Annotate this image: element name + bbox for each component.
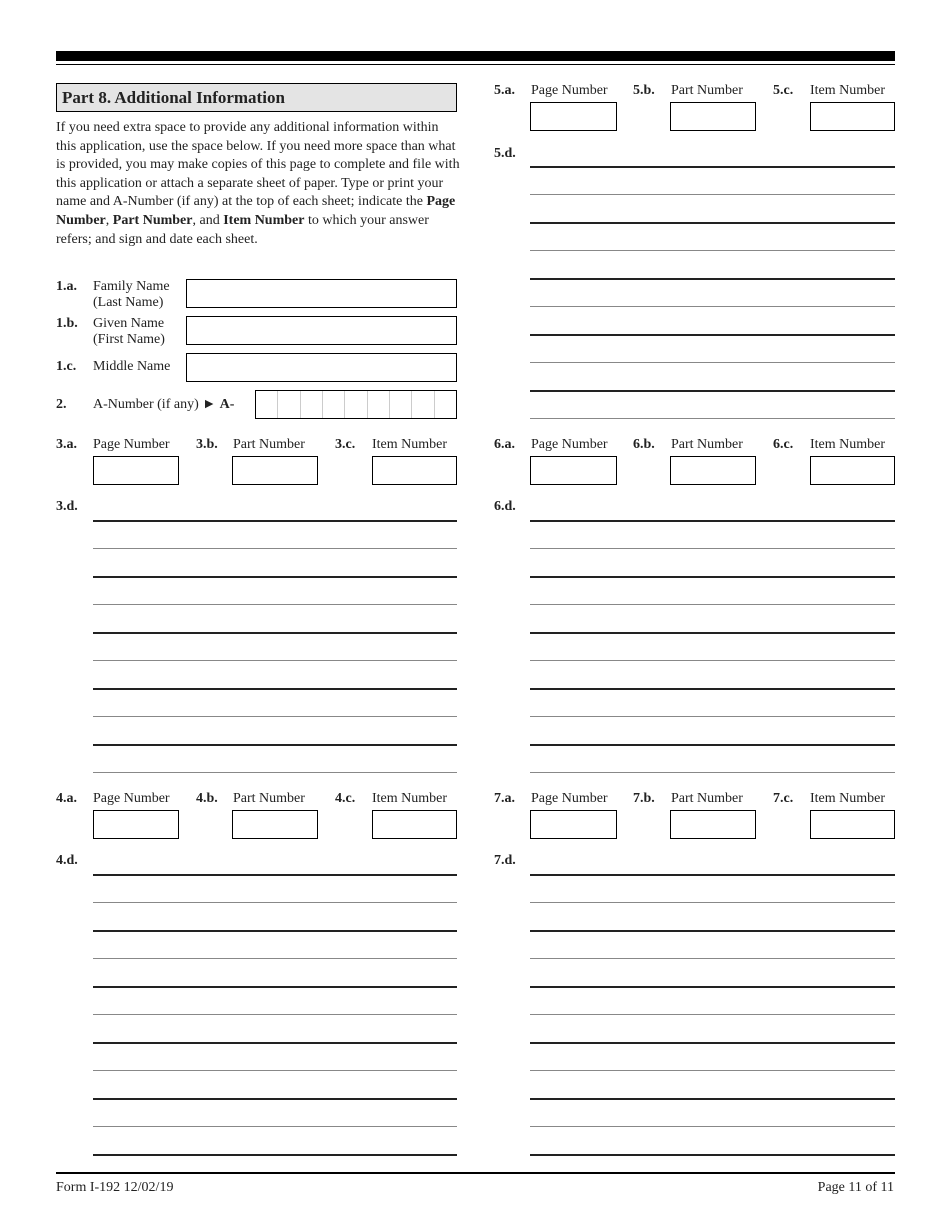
item-3d-number: 3.d. xyxy=(56,499,78,514)
item-7d-answer-line[interactable] xyxy=(530,1098,895,1100)
item-4a-number: 4.a. xyxy=(56,791,77,806)
middle-name-label: Middle Name xyxy=(93,359,171,374)
item-4d-answer-line[interactable] xyxy=(93,1154,457,1156)
intro-text: , xyxy=(105,212,113,228)
item-3b-number: 3.b. xyxy=(196,437,218,452)
item-5d-answer-line[interactable] xyxy=(530,166,895,168)
item-5c-number: 5.c. xyxy=(773,83,794,98)
item-4c-item-number-input[interactable] xyxy=(372,810,457,839)
intro-paragraph xyxy=(56,119,461,249)
item-4d-answer-line[interactable] xyxy=(93,902,457,903)
item-6d-answer-line[interactable] xyxy=(530,744,895,746)
item-4d-answer-line[interactable] xyxy=(93,874,457,876)
item-3c-item-number-input[interactable] xyxy=(372,456,457,485)
item-7d-answer-line[interactable] xyxy=(530,930,895,932)
item-6c-label: Item Number xyxy=(810,437,886,452)
item-5a-page-number-input[interactable] xyxy=(530,102,617,131)
item-4d-answer-line[interactable] xyxy=(93,930,457,932)
item-4b-label: Part Number xyxy=(233,791,305,806)
item-4a-page-number-input[interactable] xyxy=(93,810,179,839)
item-4d-answer-line[interactable] xyxy=(93,1070,457,1071)
intro-bold-page-number: Page Number xyxy=(56,194,456,228)
item-3d-answer-line[interactable] xyxy=(93,520,457,522)
a-number-label-text: A-Number (if any) ► xyxy=(93,397,220,412)
item-6c-item-number-input[interactable] xyxy=(810,456,895,485)
item-6d-answer-line[interactable] xyxy=(530,632,895,634)
item-3d-answer-line[interactable] xyxy=(93,716,457,717)
item-7a-page-number-input[interactable] xyxy=(530,810,617,839)
item-4d-answer-line[interactable] xyxy=(93,958,457,959)
given-name-label xyxy=(93,316,165,348)
item-7d-answer-line[interactable] xyxy=(530,1070,895,1071)
item-5b-number: 5.b. xyxy=(633,83,655,98)
top-rule-bar xyxy=(56,51,895,61)
item-4d-number: 4.d. xyxy=(56,853,78,868)
footer-rule xyxy=(56,1172,895,1174)
item-3d-answer-line[interactable] xyxy=(93,576,457,578)
item-6d-answer-line[interactable] xyxy=(530,520,895,522)
intro-text: If you need extra space to provide any additional information within this application, use the space below. If you need more space than what is provided, you may make copies of this page to complete and file with this application or attach a separate sheet of paper. Type or print your name and A-Number (if any) at the top of each sheet; indicate the xyxy=(56,120,460,210)
intro-bold-item-number: Item Number xyxy=(223,212,305,228)
a-number-label xyxy=(93,397,234,413)
item-4b-part-number-input[interactable] xyxy=(232,810,318,839)
item-2-number: 2. xyxy=(56,397,67,412)
item-5b-part-number-input[interactable] xyxy=(670,102,756,131)
item-7d-answer-line[interactable] xyxy=(530,958,895,959)
item-7b-label: Part Number xyxy=(671,791,743,806)
a-number-digit[interactable] xyxy=(412,391,434,418)
given-name-label-line2: (First Name) xyxy=(93,332,165,347)
a-number-input[interactable] xyxy=(255,390,457,419)
item-5d-answer-line[interactable] xyxy=(530,278,895,280)
item-7d-answer-line[interactable] xyxy=(530,1154,895,1156)
a-number-digit[interactable] xyxy=(301,391,323,418)
intro-bold-part-number: Part Number xyxy=(112,212,193,228)
family-name-label-line1: Family Name xyxy=(93,279,170,294)
item-1b-number: 1.b. xyxy=(56,316,78,331)
a-number-digit[interactable] xyxy=(390,391,412,418)
middle-name-input[interactable] xyxy=(186,353,457,382)
item-7d-answer-line[interactable] xyxy=(530,1014,895,1015)
item-5d-answer-line[interactable] xyxy=(530,222,895,224)
given-name-label-line1: Given Name xyxy=(93,316,165,331)
item-5d-answer-line[interactable] xyxy=(530,362,895,363)
item-7d-answer-line[interactable] xyxy=(530,1126,895,1127)
item-3d-answer-line[interactable] xyxy=(93,688,457,690)
a-number-digit[interactable] xyxy=(435,391,456,418)
item-7a-label: Page Number xyxy=(531,791,608,806)
item-5d-answer-line[interactable] xyxy=(530,250,895,251)
item-3a-label: Page Number xyxy=(93,437,170,452)
item-3a-page-number-input[interactable] xyxy=(93,456,179,485)
item-7d-answer-line[interactable] xyxy=(530,986,895,988)
item-6a-label: Page Number xyxy=(531,437,608,452)
item-7d-answer-line[interactable] xyxy=(530,1042,895,1044)
family-name-label-line2: (Last Name) xyxy=(93,295,164,310)
item-6a-page-number-input[interactable] xyxy=(530,456,617,485)
item-3d-answer-line[interactable] xyxy=(93,604,457,605)
item-6d-answer-line[interactable] xyxy=(530,772,895,773)
a-number-digit[interactable] xyxy=(368,391,390,418)
item-3c-label: Item Number xyxy=(372,437,448,452)
page-number: Page 11 of 11 xyxy=(817,1180,894,1195)
item-6d-answer-line[interactable] xyxy=(530,688,895,690)
item-4c-label: Item Number xyxy=(372,791,448,806)
item-3d-answer-line[interactable] xyxy=(93,548,457,549)
a-number-digit[interactable] xyxy=(256,391,278,418)
item-3c-number: 3.c. xyxy=(335,437,356,452)
given-name-input[interactable] xyxy=(186,316,457,345)
item-4d-answer-line[interactable] xyxy=(93,1126,457,1127)
item-7b-part-number-input[interactable] xyxy=(670,810,756,839)
item-6d-answer-line[interactable] xyxy=(530,604,895,605)
item-6a-number: 6.a. xyxy=(494,437,515,452)
item-3d-answer-line[interactable] xyxy=(93,660,457,661)
form-identifier: Form I-192 12/02/19 xyxy=(56,1180,174,1195)
a-number-digit[interactable] xyxy=(323,391,345,418)
item-6d-answer-line[interactable] xyxy=(530,576,895,578)
item-4d-answer-line[interactable] xyxy=(93,1042,457,1044)
item-7b-number: 7.b. xyxy=(633,791,655,806)
item-6c-number: 6.c. xyxy=(773,437,794,452)
item-5d-answer-line[interactable] xyxy=(530,306,895,307)
item-5d-answer-line[interactable] xyxy=(530,194,895,195)
item-5d-answer-line[interactable] xyxy=(530,418,895,419)
item-3b-part-number-input[interactable] xyxy=(232,456,318,485)
item-4d-answer-line[interactable] xyxy=(93,1098,457,1100)
item-3b-label: Part Number xyxy=(233,437,305,452)
item-3d-answer-line[interactable] xyxy=(93,632,457,634)
item-6d-answer-line[interactable] xyxy=(530,548,895,549)
item-7c-number: 7.c. xyxy=(773,791,794,806)
item-5c-label: Item Number xyxy=(810,83,886,98)
item-4d-answer-line[interactable] xyxy=(93,1014,457,1015)
item-5a-number: 5.a. xyxy=(494,83,515,98)
a-number-digit[interactable] xyxy=(278,391,300,418)
item-3a-number: 3.a. xyxy=(56,437,77,452)
item-1c-number: 1.c. xyxy=(56,359,77,374)
item-7d-number: 7.d. xyxy=(494,853,516,868)
item-5d-number: 5.d. xyxy=(494,146,516,161)
item-6b-part-number-input[interactable] xyxy=(670,456,756,485)
item-3d-answer-line[interactable] xyxy=(93,772,457,773)
item-5d-answer-line[interactable] xyxy=(530,390,895,392)
item-6b-number: 6.b. xyxy=(633,437,655,452)
item-1a-number: 1.a. xyxy=(56,279,77,294)
item-6d-answer-line[interactable] xyxy=(530,660,895,661)
item-7c-label: Item Number xyxy=(810,791,886,806)
item-4a-label: Page Number xyxy=(93,791,170,806)
intro-text: to which your answer refers; and sign and date each sheet. xyxy=(56,212,429,247)
item-3d-answer-line[interactable] xyxy=(93,744,457,746)
part-header: Part 8. Additional Information xyxy=(56,83,457,112)
a-number-digit[interactable] xyxy=(345,391,367,418)
intro-text: , and xyxy=(192,212,224,228)
item-7d-answer-line[interactable] xyxy=(530,874,895,876)
item-4b-number: 4.b. xyxy=(196,791,218,806)
a-number-prefix: A- xyxy=(219,397,235,412)
item-6d-number: 6.d. xyxy=(494,499,516,514)
top-rule-thin xyxy=(56,64,895,65)
item-4c-number: 4.c. xyxy=(335,791,356,806)
item-7a-number: 7.a. xyxy=(494,791,515,806)
item-6d-answer-line[interactable] xyxy=(530,716,895,717)
item-5c-item-number-input[interactable] xyxy=(810,102,895,131)
item-5a-label: Page Number xyxy=(531,83,608,98)
family-name-label xyxy=(93,279,170,311)
family-name-input[interactable] xyxy=(186,279,457,308)
item-5b-label: Part Number xyxy=(671,83,743,98)
item-5d-answer-line[interactable] xyxy=(530,334,895,336)
item-6b-label: Part Number xyxy=(671,437,743,452)
item-7d-answer-line[interactable] xyxy=(530,902,895,903)
item-4d-answer-line[interactable] xyxy=(93,986,457,988)
item-7c-item-number-input[interactable] xyxy=(810,810,895,839)
